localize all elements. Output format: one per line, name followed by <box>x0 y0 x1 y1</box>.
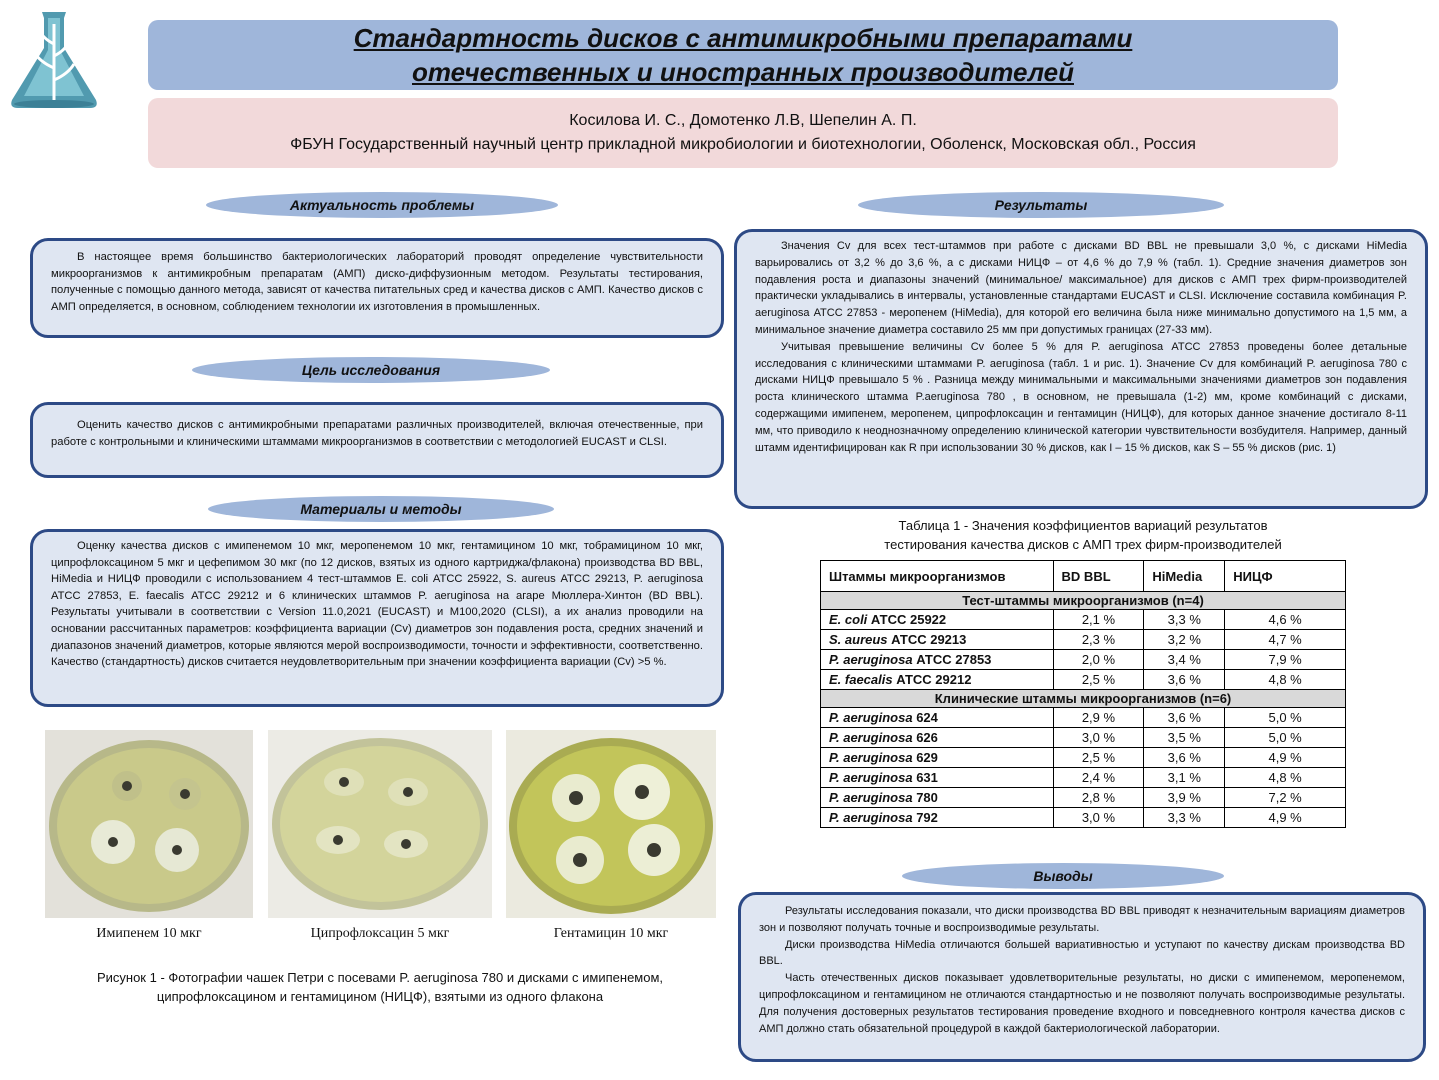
strain-species: P. aeruginosa <box>829 750 913 765</box>
conclusions-paragraph-2: Диски производства HiMedia отличаются большей вариативностью и уступают по качеству дискам производства BD BBL. <box>759 938 1405 968</box>
cv-value-hi: 3,3 % <box>1144 808 1225 828</box>
authors: Косилова И. С., Домотенко Л.В, Шепелин А. П. <box>569 112 917 129</box>
table-caption <box>820 516 1346 554</box>
table-row <box>821 768 1346 788</box>
agar <box>57 748 241 904</box>
strain-name-cell <box>821 650 1054 670</box>
cv-value-bd: 2,5 % <box>1053 670 1144 690</box>
strain-id: АТСС 29213 <box>887 632 967 647</box>
figure-caption <box>40 968 720 1006</box>
photo-caption-ciprofloxacin: Ципрофлоксацин 5 мкг <box>310 926 450 941</box>
goal-text: Оценить качество дисков с антимикробными препаратами различных производителей, включая отечественные, при работе с контрольными и клиническими штаммами микроорганизмов в соответствии с методологией EUCAST и CLSI. <box>51 419 703 448</box>
cv-value-nicf: 4,8 % <box>1225 768 1346 788</box>
cv-value-nicf: 5,0 % <box>1225 728 1346 748</box>
title-line-1: Стандартность дисков с антимикробными препаратами <box>353 23 1133 53</box>
table-header-cell: Штаммы микроорганизмов <box>821 561 1054 592</box>
institution: ФБУН Государственный научный центр прикладной микробиологии и биотехнологии, Оболенск, Московская обл., Россия <box>290 136 1196 153</box>
strain-species: P. aeruginosa <box>829 730 913 745</box>
strain-id: 626 <box>912 730 938 745</box>
strain-name-cell <box>821 610 1054 630</box>
table-row <box>821 630 1346 650</box>
strain-id: 780 <box>912 790 938 805</box>
table-header-row <box>821 561 1346 592</box>
strain-id: АТСС 29212 <box>892 672 972 687</box>
conclusions-paragraph-1: Результаты исследования показали, что диски производства BD BBL приводят к незначительным вариациям диаметров зон и позволяют получать точные и воспроизводимые результаты. <box>759 905 1405 934</box>
strain-species: P. aeruginosa <box>829 790 913 805</box>
table-caption-line-1: Таблица 1 - Значения коэффициентов вариаций результатов <box>898 518 1268 533</box>
test-strains-body <box>821 610 1346 690</box>
strain-id: 631 <box>912 770 938 785</box>
strain-species: P. aeruginosa <box>829 810 913 825</box>
authors-banner <box>148 98 1338 168</box>
goal-box <box>30 402 724 478</box>
cv-value-bd: 2,3 % <box>1053 630 1144 650</box>
methods-text: Оценку качества дисков с имипенемом 10 мкг, меропенемом 10 мкг, гентамицином 10 мкг, тобрамицином 10 мкг, ципрофлоксацином 5 мкг и цефепимом 30 мкг (по 12 дисков, взятых из одного картриджа/флакона) производства BD BBL, HiMedia и НИЦФ проводили с использованием 4 тест-штаммов E. coli АТСС 25922, S. aureus АТСС 29213, P. aeruginosa АТСС 27853, E. faecalis АТСС 29212 и 6 клинических штаммов P. aeruginosa на агаре Мюллера-Хинтон (BD BBL). Результаты учитывали в соответствии с Version 11.0,2021 (EUCAST) и М100,2020 (CLSI), а их анализ проводили на основании рассчитанных параметров: коэффициента вариации (Cv) диаметров зон подавления роста, средних значений и диапазонов значений диаметров, которые являются мерой воспроизводимости, точности и эффективности, соответственно. Качество (стандартность) дисков считается неудовлетворительным при значении коэффициента вариации (Cv) >5 %. <box>51 540 703 669</box>
strain-name-cell <box>821 670 1054 690</box>
strain-species: P. aeruginosa <box>829 652 913 667</box>
relevance-heading: Актуальность проблемы <box>206 192 558 218</box>
cv-value-hi: 3,6 % <box>1144 670 1225 690</box>
cv-value-nicf: 4,9 % <box>1225 748 1346 768</box>
cv-value-bd: 2,1 % <box>1053 610 1144 630</box>
strain-name-cell <box>821 708 1054 728</box>
cv-value-hi: 3,3 % <box>1144 610 1225 630</box>
cv-value-hi: 3,2 % <box>1144 630 1225 650</box>
photo-caption-imipenem: Имипенем 10 мкг <box>96 926 202 941</box>
table-row <box>821 650 1346 670</box>
title-banner <box>148 20 1338 90</box>
cv-value-nicf: 4,9 % <box>1225 808 1346 828</box>
strain-species: S. aureus <box>829 632 888 647</box>
strain-id: АТСС 27853 <box>912 652 992 667</box>
strain-name-cell <box>821 748 1054 768</box>
group-label-test: Тест-штаммы микроорганизмов (n=4) <box>821 592 1346 610</box>
cv-value-hi: 3,1 % <box>1144 768 1225 788</box>
table-row <box>821 748 1346 768</box>
table-row <box>821 728 1346 748</box>
cv-value-nicf: 4,8 % <box>1225 670 1346 690</box>
results-box <box>734 229 1428 509</box>
strain-species: P. aeruginosa <box>829 710 913 725</box>
cv-value-nicf: 4,6 % <box>1225 610 1346 630</box>
cv-value-nicf: 4,7 % <box>1225 630 1346 650</box>
cv-value-nicf: 7,9 % <box>1225 650 1346 670</box>
agar <box>280 746 480 902</box>
results-paragraph-1: Значения Cv для всех тест-штаммов при работе с дисками BD BBL не превышали 3,0 %, с дисками HiMedia варьировались от 3,2 % до 3,6 %, а с дисками НИЦФ – от 4,6 % до 7,9 % (табл. 1). Средние значения диаметров зон подавления роста и диапазоны значений (минимальное/ максимальное) для дисков с АМП трех фирм-производителей практически укладывались в интервалы, установленные стандартами EUCAST и CLSI. Исключение составила комбинация P. aeruginosa АТСС 27853 - меропенем (HiMedia), для которой его величина была ниже минимально допустимого на 1,5 мм, а минимальное значение диаметра составило 25 мм при допустимых границах (27-33 мм). <box>755 240 1407 336</box>
photo-caption-gentamicin: Гентамицин 10 мкг <box>553 926 669 941</box>
figure-caption-line-2: ципрофлоксацином и гентамицином (НИЦФ), взятыми из одного флакона <box>156 989 604 1004</box>
strain-species: E. coli <box>829 612 868 627</box>
table-row <box>821 788 1346 808</box>
relevance-box <box>30 238 724 338</box>
petri-photo-imipenem <box>45 730 253 918</box>
petri-photo-ciprofloxacin <box>268 730 492 918</box>
strain-id: 629 <box>912 750 938 765</box>
agar <box>517 746 705 906</box>
strain-name-cell <box>821 630 1054 650</box>
cv-value-hi: 3,9 % <box>1144 788 1225 808</box>
table-row <box>821 670 1346 690</box>
goal-heading: Цель исследования <box>192 357 550 383</box>
strain-name-cell <box>821 808 1054 828</box>
results-paragraph-2: Учитывая превышение величины Cv более 5 % для P. aeruginosa АТСС 27853 проведены более детальные исследования с клиническими штаммами P. aeruginosa (табл. 1 и рис. 1). Значение Cv для комбинаций P. aeruginosa 780 с дисками НИЦФ превышало 5 % . Разница между минимальными и максимальными значениями диаметров зон подавления роста клинического штамма P.aeruginosa 780 , в основном, не превышала (1-2) мм, кроме комбинаций с дисками, содержащими имипенем, меропенем, ципрофлоксацин и гентамицин (НИЦФ), для которых данное значение достигало 8-11 мм, что приводило к неоднозначному определению клинической категории чувствительности возбудителя. Например, данный штамм идентифицирован как R при использовании 30 % дисков, как I – 15 % дисков, как S – 55 % дисков (рис. 1) <box>755 340 1407 454</box>
cv-value-hi: 3,4 % <box>1144 650 1225 670</box>
cv-value-hi: 3,5 % <box>1144 728 1225 748</box>
strain-name-cell <box>821 768 1054 788</box>
title-line-2: отечественных и иностранных производителей <box>412 57 1074 87</box>
cv-value-bd: 2,9 % <box>1053 708 1144 728</box>
cv-value-hi: 3,6 % <box>1144 708 1225 728</box>
methods-heading: Материалы и методы <box>208 496 554 522</box>
cv-value-nicf: 5,0 % <box>1225 708 1346 728</box>
petri-photo-gentamicin <box>506 730 716 918</box>
table-header-cell: HiMedia <box>1144 561 1225 592</box>
strain-species: E. faecalis <box>829 672 893 687</box>
clinical-strains-body <box>821 708 1346 828</box>
cv-value-nicf: 7,2 % <box>1225 788 1346 808</box>
table-group-row <box>821 690 1346 708</box>
table-header-cell: BD BBL <box>1053 561 1144 592</box>
strain-name-cell <box>821 728 1054 748</box>
strain-id: 792 <box>912 810 938 825</box>
strain-name-cell <box>821 788 1054 808</box>
cv-value-bd: 2,4 % <box>1053 768 1144 788</box>
strain-id: АТСС 25922 <box>867 612 947 627</box>
relevance-text: В настоящее время большинство бактериологических лабораторий проводят определение чувствительности микроорганизмов к антимикробным препаратам (АМП) диско-диффузионным методом. Результаты тестирования, полученные с помощью данного метода, зависят от качества питательных сред и качества дисков с АМП. Качество дисков с АМП определяется, в основном, соблюдением технологии их изготовления в промышленных. <box>51 251 703 313</box>
conclusions-box <box>738 892 1426 1062</box>
table-row <box>821 808 1346 828</box>
methods-box <box>30 529 724 707</box>
cv-value-bd: 2,8 % <box>1053 788 1144 808</box>
conclusions-heading: Выводы <box>902 863 1224 889</box>
cv-value-hi: 3,6 % <box>1144 748 1225 768</box>
results-heading: Результаты <box>858 192 1224 218</box>
figure-caption-line-1: Рисунок 1 - Фотографии чашек Петри с посевами P. aeruginosa 780 и дисками с имипенемом, <box>96 970 664 985</box>
institute-logo <box>4 4 104 114</box>
table-caption-line-2: тестирования качества дисков с АМП трех фирм-производителей <box>884 537 1282 552</box>
table-group-row <box>821 592 1346 610</box>
cv-value-bd: 2,5 % <box>1053 748 1144 768</box>
cv-value-bd: 3,0 % <box>1053 728 1144 748</box>
strain-id: 624 <box>912 710 938 725</box>
strain-species: P. aeruginosa <box>829 770 913 785</box>
cv-value-bd: 3,0 % <box>1053 808 1144 828</box>
cv-value-bd: 2,0 % <box>1053 650 1144 670</box>
table-row <box>821 708 1346 728</box>
group-label-clinical: Клинические штаммы микроорганизмов (n=6) <box>821 690 1346 708</box>
table-row <box>821 610 1346 630</box>
conclusions-paragraph-3: Часть отечественных дисков показывает удовлетворительные результаты, но диски с имипенемом, меропенемом, ципрофлоксацином и гентамицином не отличаются стандартностью и не позволяют получать воспроизводимые результаты. Для получения достоверных результатов тестирования проведение входного и повседневного контроля качества дисков с АМП должно стать обязательной процедурой в каждой бактериологической лаборатории. <box>759 972 1405 1035</box>
cv-results-table <box>820 560 1346 828</box>
table-header-cell: НИЦФ <box>1225 561 1346 592</box>
